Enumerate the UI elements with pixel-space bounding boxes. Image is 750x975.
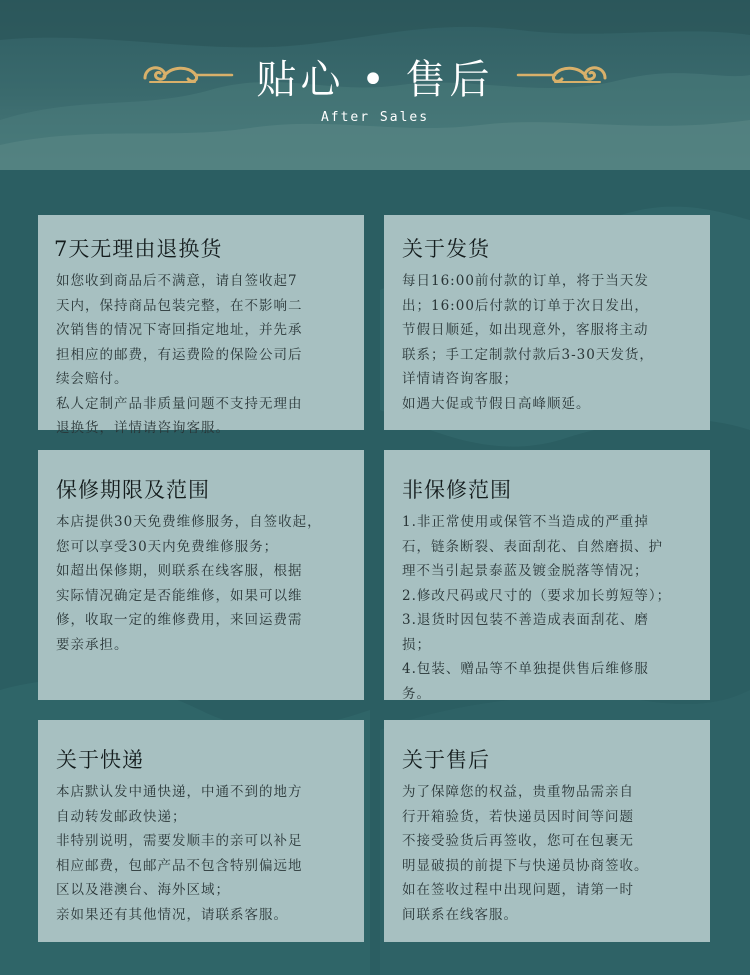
page-title: 贴心 • 售后 (256, 57, 494, 103)
header-banner (0, 0, 750, 170)
card-text-line: 理不当引起景泰蓝及镀金脱落等情况； (402, 563, 649, 579)
card-text-line: 详情请咨询客服； (402, 371, 518, 387)
card-text-line: 担相应的邮费，有运费险的保险公司后 (56, 346, 303, 363)
card-text-line: 要亲承担。 (56, 636, 129, 653)
card-text-line: 区以及港澳台、海外区域； (56, 882, 230, 898)
card-text-line: 2.修改尺码或尺寸的（要求加长剪短等）； (402, 587, 672, 604)
page-subtitle: After Sales (320, 110, 430, 125)
card-text-line: 不接受验货后再签收，您可在包裹无 (402, 833, 634, 849)
card-text-line: 损； (402, 636, 431, 653)
card-text-line: 自动转发邮政快递； (56, 808, 187, 825)
card-text-line: 如遇大促或节假日高峰顺延。 (402, 395, 591, 412)
card-text-line: 如您收到商品后不满意，请自签收起7 (56, 273, 298, 289)
card-text-line: 天内，保持商品包装完整，在不影响二 (56, 297, 303, 314)
card-text-line: 行开箱验货，若快递员因时间等问题 (402, 808, 634, 825)
card-text-line: 务。 (402, 685, 431, 702)
card-text-line: 续会赔付。 (56, 371, 129, 387)
card-text-line: 间联系在线客服。 (402, 906, 518, 923)
card-text-line: 联系；手工定制款付款后3-30天发货， (402, 346, 654, 363)
card-text-line: 为了保障您的权益，贵重物品需亲自 (402, 784, 634, 800)
card-text-line: 私人定制产品非质量问题不支持无理由 (56, 395, 303, 412)
card-text-line: 如在签收过程中出现问题，请第一时 (402, 882, 634, 898)
card-title: 保修期限及范围 (56, 478, 210, 502)
card-text-line: 出；16:00后付款的订单于次日发出， (402, 297, 649, 314)
card-text-line: 1.非正常使用或保管不当造成的严重掉 (402, 514, 649, 530)
card-title: 非保修范围 (402, 478, 512, 502)
card-express (38, 720, 364, 942)
card-text-line: 如超出保修期，则联系在线客服，根据 (56, 563, 303, 579)
card-after-sales (384, 720, 710, 942)
card-warranty-scope (38, 450, 364, 700)
card-text-line: 相应邮费，包邮产品不包含特别偏远地 (56, 857, 303, 874)
card-shipping (384, 215, 710, 430)
card-title: 关于快递 (56, 748, 144, 772)
card-text-line: 退换货，详情请咨询客服。 (56, 420, 230, 436)
card-text-line: 非特别说明，需要发顺丰的亲可以补足 (56, 833, 303, 849)
card-text-line: 明显破损的前提下与快递员协商签收。 (402, 857, 649, 874)
card-text-line: 您可以享受30天内免费维修服务； (56, 538, 279, 555)
card-text-line: 4.包装、赠品等不单独提供售后维修服 (402, 661, 649, 677)
cloud-ornament-right-icon (515, 58, 610, 88)
card-return-policy (38, 215, 364, 436)
card-text-line: 次销售的情况下寄回指定地址，并先承 (56, 322, 303, 338)
card-title: 关于售后 (402, 748, 490, 772)
card-text-line: 本店默认发中通快递，中通不到的地方 (56, 784, 303, 800)
card-text-line: 亲如果还有其他情况，请联系客服。 (56, 906, 288, 923)
card-text-line: 3.退货时因包装不善造成表面刮花、磨 (402, 612, 649, 628)
card-text-line: 石，链条断裂、表面刮花、自然磨损、护 (402, 538, 663, 555)
card-text-line: 每日16:00前付款的订单，将于当天发 (402, 273, 649, 289)
card-title: 7天无理由退换货 (54, 237, 223, 261)
card-text-line: 实际情况确定是否能维修，如果可以维 (56, 587, 303, 604)
card-title: 关于发货 (402, 237, 490, 261)
card-non-warranty (384, 450, 710, 700)
card-text-line: 修，收取一定的维修费用，来回运费需 (56, 612, 303, 628)
card-text-line: 本店提供30天免费维修服务，自签收起， (56, 514, 322, 530)
card-text-line: 节假日顺延，如出现意外，客服将主动 (402, 322, 649, 338)
